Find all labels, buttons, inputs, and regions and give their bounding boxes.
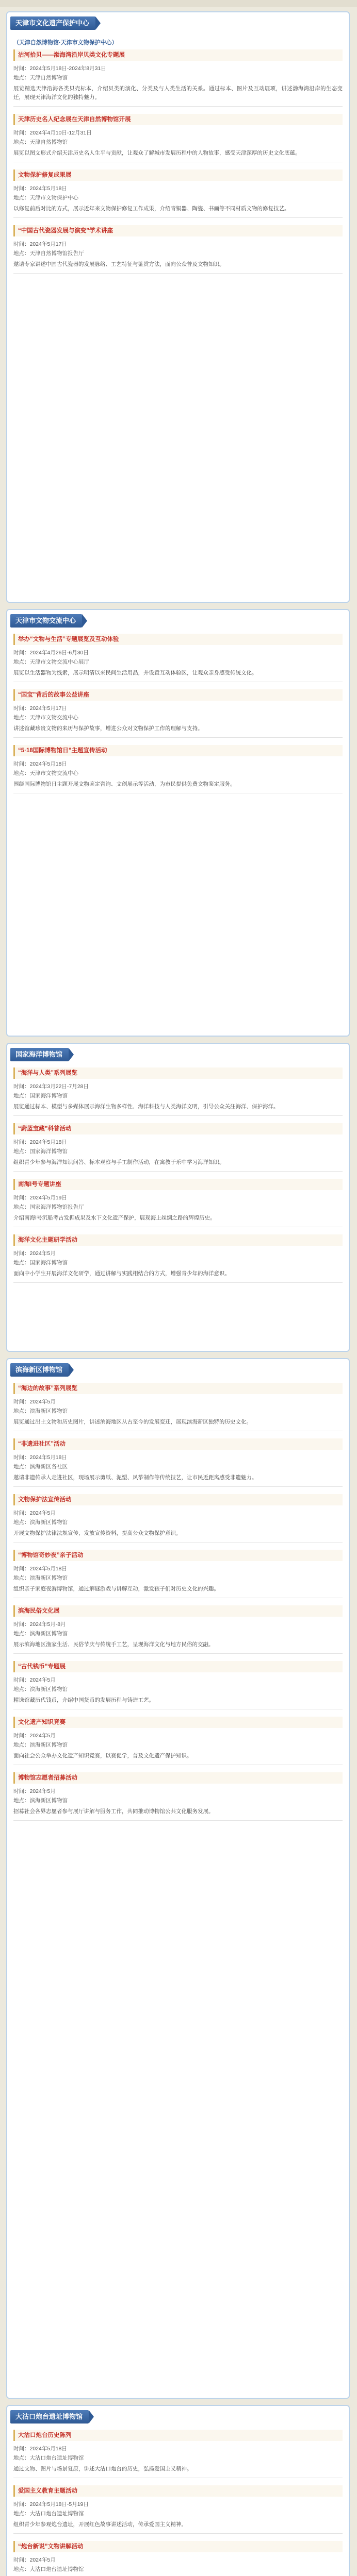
section-3 [6,1358,350,2399]
event-time: 时间：2024年5月 [13,1788,56,1794]
section-2 [6,1043,350,1352]
event-title[interactable]: 文物保护法宣传活动 [13,1494,343,1505]
event-item [13,745,343,793]
event-place: 地点：天津自然博物馆 [13,139,68,145]
event-time: 时间：2024年5月17日 [13,241,67,247]
event-time: 时间：2024年5月17日 [13,705,67,711]
event-time: 时间：2024年5月 [13,1250,56,1257]
event-time: 时间：2024年5月 [13,1510,56,1516]
event-intro: 展览以图文形式介绍天津历史名人生平与贡献，让观众了解城市发展历程中的人物故事，感受天津深厚的历史文化底蕴。 [13,150,301,156]
event-place: 地点：国家海洋博物馆 [13,1148,68,1155]
event-title[interactable]: “蔚蓝宝藏”科普活动 [13,1123,343,1134]
event-item [13,2430,343,2478]
event-time: 时间：2024年5月 [13,1677,56,1683]
event-place: 地点：国家海洋博物馆 [13,1260,68,1266]
event-title[interactable]: 大沽口炮台历史陈列 [13,2430,343,2441]
event-title[interactable]: “海边的故事”系列展览 [13,1383,343,1394]
divider [13,1486,343,1487]
event-title[interactable]: 爱国主义教育主题活动 [13,2485,343,2497]
event-title[interactable]: “国宝”背后的故事公益讲座 [13,689,343,701]
event-place: 地点：大沽口炮台遗址博物馆 [13,2566,84,2572]
event-intro: 精选馆藏历代钱币，介绍中国货币的发展历程与铸造工艺。 [13,1697,154,1703]
event-place: 地点：天津市文物交流中心展厅 [13,659,89,665]
divider [13,106,343,107]
event-item [13,1772,343,1821]
event-item [13,2485,343,2534]
event-title[interactable]: 文化遗产知识竞赛 [13,1717,343,1728]
event-title[interactable]: 博物馆志愿者招募活动 [13,1772,343,1784]
event-intro: 组织青少年参观炮台遗址，开展红色故事讲述活动，传承爱国主义精神。 [13,2521,187,2528]
divider [13,217,343,218]
event-intro: 展示滨海地区渔家生活、民俗节庆与传统手工艺，呈现海洋文化与地方民俗的交融。 [13,1641,214,1648]
event-place: 地点：天津市文物交流中心 [13,770,78,776]
divider [13,1542,343,1543]
event-place: 地点：滨海新区博物馆 [13,1519,68,1526]
divider [13,1282,343,1283]
event-intro: 围绕国际博物馆日主题开展文物鉴定咨询、文创展示等活动，为市民提供免费文物鉴定服务。 [13,781,236,787]
event-intro: 开展文物保护法律法规宣传，发放宣传资料，提高公众文物保护意识。 [13,1530,182,1536]
event-title[interactable]: 海洋文化主题研学活动 [13,1234,343,1246]
event-intro: 招募社会各界志愿者参与展厅讲解与服务工作，共同推动博物馆公共文化服务发展。 [13,1808,214,1815]
event-item [13,1234,343,1283]
divider [13,1820,343,1821]
section-header [7,1044,349,1064]
divider [13,737,343,738]
event-intro: 展览通过出土文物和历史图片，讲述滨海地区从古至今的发展变迁，展现滨海新区独特的历史文化。 [13,1419,252,1425]
divider [13,2533,343,2534]
event-item [13,1067,343,1116]
event-time: 时间：2024年5月18日 [13,1139,67,1145]
event-time: 时间：2024年5月18日 [13,2446,67,2452]
section-body [7,2427,349,2576]
divider [13,1115,343,1116]
section-0 [6,11,350,603]
event-place: 地点：国家海洋博物馆报告厅 [13,1204,84,1210]
event-item [13,634,343,682]
section-title: 国家海洋博物馆 [10,1048,69,1061]
event-title[interactable]: “海洋与人类”系列展览 [13,1067,343,1079]
section-1 [6,609,350,1037]
event-time: 时间：2024年5月18日-5月19日 [13,2501,89,2507]
event-intro: 介绍南海Ⅰ号沉船考古发掘成果及水下文化遗产保护，展现海上丝绸之路的辉煌历史。 [13,1215,216,1221]
event-place: 地点：滨海新区各社区 [13,1464,68,1470]
event-item [13,1550,343,1598]
event-title[interactable]: 南海Ⅰ号专题讲座 [13,1179,343,1190]
event-item [13,1661,343,1709]
event-time: 时间：2024年5月-8月 [13,1621,66,1628]
event-intro: 邀请专家讲述中国古代瓷器的发展脉络、工艺特征与鉴赏方法，面向公众普及文物知识。 [13,261,225,267]
event-intro: 通过文物、图片与场景复原，讲述大沽口炮台的历史，弘扬爱国主义精神。 [13,2466,192,2472]
event-title[interactable]: 文物保护修复成果展 [13,170,343,181]
event-item [13,1438,343,1487]
section-body [7,631,349,809]
event-intro: 组织亲子家庭夜游博物馆，通过解谜游戏与讲解互动，激发孩子们对历史文化的兴趣。 [13,1586,219,1592]
event-title[interactable]: “古代钱币”专题展 [13,1661,343,1672]
event-place: 地点：滨海新区博物馆 [13,1798,68,1804]
event-place: 地点：滨海新区博物馆 [13,1742,68,1748]
event-place: 地点：滨海新区博物馆 [13,1408,68,1414]
event-place: 地点：大沽口炮台遗址博物馆 [13,2511,84,2517]
event-title[interactable]: “5·18国际博物馆日”主题宣传活动 [13,745,343,756]
divider [13,1653,343,1654]
event-intro: 展览以生活器物为线索，展示明清以来民间生活用品，并设置互动体验区，让观众亲身感受传统文化。 [13,670,257,676]
event-item [13,689,343,738]
event-item [13,225,343,274]
divider [13,1171,343,1172]
section-title: 天津市文物交流中心 [10,614,82,628]
event-place: 地点：滨海新区博物馆 [13,1575,68,1581]
event-time: 时间：2024年5月18日 [13,1454,67,1461]
event-title[interactable]: “非遗进社区”活动 [13,1438,343,1450]
event-intro: 以修复前后对比的方式，展示近年来文物保护修复工作成果，介绍青铜器、陶瓷、书画等不同材质文物的修复技艺。 [13,206,290,212]
event-title[interactable]: 沽河拾贝——渤海湾沿岸贝类文化专题展 [13,49,343,61]
event-time: 时间：2024年5月 [13,2557,56,2563]
section-header [7,12,349,33]
event-title[interactable]: 滨海民俗文化展 [13,1605,343,1617]
event-item [13,1494,343,1543]
event-item [13,2541,343,2576]
event-item [13,170,343,218]
section-title: 大沽口炮台遗址博物馆 [10,2410,89,2424]
event-place: 地点：天津市文物交流中心 [13,715,78,721]
section-title: 滨海新区博物馆 [10,1363,69,1377]
event-title[interactable]: 举办“文物与生活”专题展览及互动体验 [13,634,343,645]
event-item [13,1179,343,1227]
event-place: 地点：大沽口炮台遗址博物馆 [13,2455,84,2461]
section-header [7,610,349,631]
event-intro: 讲述馆藏珍贵文物的来历与保护故事，增进公众对文物保护工作的理解与支持。 [13,725,203,732]
event-title[interactable]: “中国古代瓷器发展与演变”学术讲座 [13,225,343,236]
event-item [13,1717,343,1765]
divider [13,273,343,274]
event-item [13,1605,343,1654]
event-time: 时间：2024年5月18日-2024年8月31日 [13,65,106,72]
event-intro: 展览精选天津沿海各类贝壳标本，介绍贝类的演化、分类及与人类生活的关系。通过标本、图片及互动展项，讲述渤海湾沿岸的生态变迁，展现天津海洋文化的独特魅力。 [13,86,343,100]
section-header [7,1359,349,1380]
event-time: 时间：2024年5月18日 [13,185,67,192]
event-time: 时间：2024年4月26日-6月30日 [13,650,89,656]
section-body [7,1380,349,1836]
event-time: 时间：2024年5月19日 [13,1195,67,1201]
section-body [7,33,349,289]
event-item [13,114,343,162]
top-strip [0,0,357,7]
event-item [13,1383,343,1431]
event-intro: 邀请非遗传承人走进社区，现场展示剪纸、泥塑、风筝制作等传统技艺，让市民近距离感受非遗魅力。 [13,1475,257,1481]
event-item [13,49,343,107]
event-place: 地点：天津自然博物馆报告厅 [13,250,84,257]
event-intro: 展览通过标本、模型与多媒体展示海洋生物多样性、海洋科技与人类海洋文明，引导公众关注海洋、保护海洋。 [13,1104,279,1110]
event-place: 地点：滨海新区博物馆 [13,1686,68,1692]
event-intro: 面向社会公众举办文化遗产知识竞赛，以赛促学，普及文化遗产保护知识。 [13,1753,192,1759]
event-time: 时间：2024年5月 [13,1733,56,1739]
event-time: 时间：2024年3月22日-7月28日 [13,1083,89,1090]
event-time: 时间：2024年5月18日 [13,761,67,767]
section-body [7,1064,349,1298]
event-place: 地点：国家海洋博物馆 [13,1093,68,1099]
event-intro: 组织青少年参与海洋知识问答、标本观察与手工制作活动，在寓教于乐中学习海洋知识。 [13,1159,225,1165]
section-subtitle: （天津自然博物馆·天津市文物保护中心） [13,40,118,46]
event-title[interactable]: 天津历史名人纪念展在天津自然博物馆开展 [13,114,343,125]
event-intro: 面向中小学生开展海洋文化研学，通过讲解与实践相结合的方式，增强青少年的海洋意识。 [13,1270,230,1277]
event-place: 地点：天津自然博物馆 [13,75,68,81]
section-title: 天津市文化遗产保护中心 [10,16,95,30]
event-title[interactable]: “炮台新说”文物讲解活动 [13,2541,343,2552]
event-item [13,1123,343,1172]
event-place: 地点：天津市文物保护中心 [13,195,78,201]
event-time: 时间：2024年5月18日 [13,1566,67,1572]
event-time: 时间：2024年4月10日-12月31日 [13,130,92,136]
event-title[interactable]: “博物馆奇妙夜”亲子活动 [13,1550,343,1561]
event-place: 地点：滨海新区博物馆 [13,1631,68,1637]
event-time: 时间：2024年5月 [13,1399,56,1405]
section-4 [6,2405,350,2576]
section-header [7,2406,349,2427]
